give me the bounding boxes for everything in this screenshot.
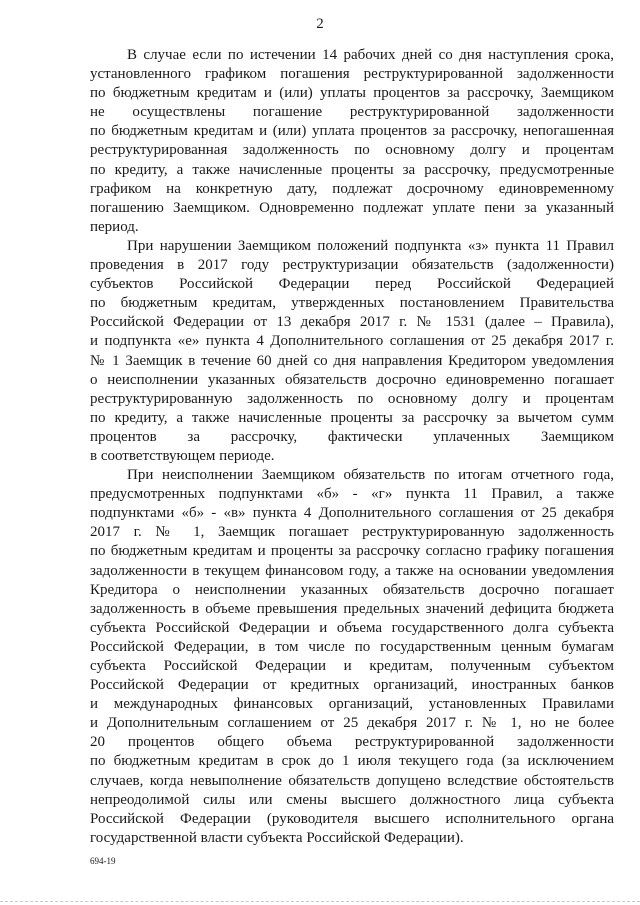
text-line: задолженность в объеме превышения предельных значений дефицита бюджета xyxy=(90,600,614,617)
document-body xyxy=(90,46,614,848)
text-line: по бюджетным кредитам и (или) уплата процентов за рассрочку, непогашенная xyxy=(90,123,614,140)
text-line: графиком на конкретную дату, подлежат досрочному единовременному xyxy=(90,180,614,197)
text-line: по бюджетным кредитам в срок до 1 июля текущего года (за исключением xyxy=(90,753,614,770)
text-line: по бюджетным кредитам и проценты за рассрочку согласно графику погашения xyxy=(90,543,614,560)
text-line: по бюджетным кредитам и (или) уплаты процентов за рассрочку, Заемщиком xyxy=(90,85,614,102)
text-line: № 1 Заемщик в течение 60 дней со дня направления Кредитором уведомления xyxy=(90,352,614,369)
text-line: реструктурированная задолженность по основному долгу и процентам xyxy=(90,142,614,159)
text-line: Российской Федерации от кредитных организаций, иностранных банков xyxy=(90,677,614,694)
text-line: При неисполнении Заемщиком обязательств по итогам отчетного года, xyxy=(127,467,614,484)
text-line: Кредитора о неисполнении указанных обязательств досрочно погашает xyxy=(90,581,614,598)
text-line: При нарушении Заемщиком положений подпункта «з» пункта 11 Правил xyxy=(127,237,614,254)
text-line: Российской Федерации (руководителя высшего исполнительного органа xyxy=(90,810,614,827)
text-line: и подпункта «е» пункта 4 Дополнительного соглашения от 25 декабря 2017 г. xyxy=(90,333,614,350)
text-line: по кредиту, а также начисленные проценты за рассрочку, предусмотренные xyxy=(90,161,614,178)
text-line: случаев, когда невыполнение обязательств допущено вследствие обстоятельств xyxy=(90,772,614,789)
paragraph-2 xyxy=(90,237,614,466)
text-line: предусмотренных подпунктами «б» - «г» пункта 11 Правил, а также xyxy=(90,486,614,503)
text-line: субъекта Российской Федерации и кредитам, полученным субъектом xyxy=(90,658,614,674)
text-line: Российской Федерации от 13 декабря 2017 г. № 1531 (далее – Правила), xyxy=(90,314,614,331)
text-line: реструктурированную задолженность по основному долгу и процентам xyxy=(90,390,614,407)
text-line: В случае если по истечении 14 рабочих дней со дня наступления срока, xyxy=(127,47,614,63)
text-line: процентов за рассрочку, фактически уплаченных Заемщиком xyxy=(90,428,614,445)
text-line: по бюджетным кредитам, утвержденных постановлением Правительства xyxy=(90,295,614,312)
text-line: установленного графиком погашения реструктурированной задолженности xyxy=(90,66,614,83)
document-code: 694-19 xyxy=(90,856,116,866)
text-line: период. xyxy=(90,218,139,235)
text-line: государственной власти субъекта Российской Федерации). xyxy=(90,829,464,846)
text-line: проведения в 2017 году реструктуризации обязательств (задолженности) xyxy=(90,257,614,274)
text-line: погашению Заемщиком. Одновременно подлежат уплате пени за указанный xyxy=(90,199,614,216)
text-line: не осуществлены погашение реструктурированной задолженности xyxy=(90,104,614,121)
text-line: задолженности в текущем финансовом году, а также на основании уведомления xyxy=(90,562,614,579)
text-line: о неисполнении указанных обязательств досрочно единовременно погашает xyxy=(90,371,614,388)
text-line: субъектов Российской Федерации перед Российской Федерацией xyxy=(90,276,614,293)
page-number: 2 xyxy=(316,16,324,32)
paragraph-3 xyxy=(90,466,614,848)
text-line: 2017 г. № 1, Заемщик погашает реструктурированную задолженность xyxy=(90,524,614,541)
text-line: по кредиту, а также начисленные проценты за рассрочку за вычетом сумм xyxy=(90,409,614,426)
text-line: субъекта Российской Федерации и объема государственного долга субъекта xyxy=(90,619,614,636)
paragraph-1 xyxy=(90,46,614,237)
text-line: непреодолимой силы или смены высшего должностного лица субъекта xyxy=(90,791,614,808)
text-line: и международных финансовых организаций, установленных Правилами xyxy=(90,696,614,713)
text-line: в соответствующем периоде. xyxy=(90,447,275,464)
text-line: 20 процентов общего объема реструктурированной задолженности xyxy=(90,734,614,751)
scan-edge-divider xyxy=(0,901,640,902)
text-line: подпунктами «б» - «в» пункта 4 Дополнительного соглашения от 25 декабря xyxy=(90,505,614,522)
text-line: Российской Федерации, в том числе по государственным ценным бумагам xyxy=(90,638,614,655)
text-line: и Дополнительным соглашением от 25 декабря 2017 г. № 1, но не более xyxy=(90,715,614,732)
